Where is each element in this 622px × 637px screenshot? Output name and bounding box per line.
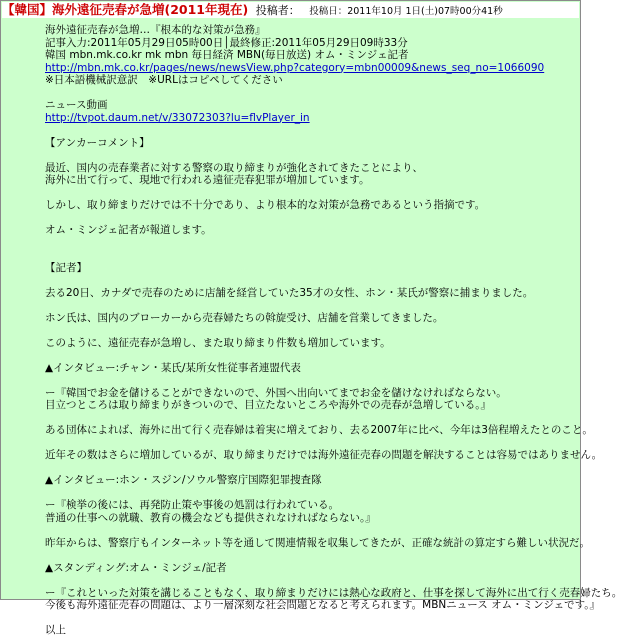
blank-line — [45, 87, 577, 100]
blank-line — [45, 324, 577, 337]
article-text-line: オム・ミンジェ記者が報道します。 — [45, 224, 212, 236]
blank-line — [45, 524, 577, 537]
article-text-line: 海外に出て行って、現地で行われる遠征売春犯罪が増加しています。 — [45, 174, 370, 186]
blank-line — [45, 374, 577, 387]
blank-line — [45, 462, 577, 475]
post-date: 投稿日：2011年10月 1日(土)07時00分41秒 — [309, 6, 503, 17]
article-text-line: 記事入力:2011年05月29日05時00日│最終修正:2011年05月29日09時33分 — [45, 36, 408, 49]
article-text-line: ※日本語機械訳意訳 ※URLはコピペしてください — [45, 74, 283, 86]
article-link-line — [45, 62, 577, 75]
article-text-line: 普通の仕事への就職、教育の機会なども提供されなければならない。』 — [45, 511, 376, 524]
article-text-line: ー『韓国でお金を儲けることができないので、外国へ出向いてまでお金を儲けなければならない。 — [45, 386, 507, 399]
blank-line — [45, 124, 577, 137]
article-body — [45, 24, 622, 637]
blank-line — [45, 549, 577, 562]
article-text-line: ▲インタビュー:チャン・某氏/某所女性従事者連盟代表 — [45, 361, 301, 374]
blank-line — [45, 487, 577, 500]
article-text-line: 以上 — [45, 624, 66, 636]
article-text-line: 韓国 mbn.mk.co.kr mk mbn 毎日経済 MBN(毎日放送) オム・ミンジェ記者 — [45, 49, 409, 61]
article-text-line: ▲スタンディング:オム・ミンジェ/記者 — [45, 561, 227, 574]
article-text-line: ▲インタビュー:ホン・スジン/ソウル警察庁国際犯罪捜査隊 — [45, 474, 322, 486]
article-text-line: ホン氏は、国内のブローカーから売春婦たちの斡旋受け、店舗を営業してきました。 — [45, 311, 444, 324]
article-text-line: しかし、取り締まりだけでは不十分であり、より根本的な対策が急務であるという指摘です。 — [45, 199, 486, 211]
article-text-line: 【記者】 — [45, 261, 87, 274]
article-text-line: ー『これといった対策を講じることもなく、取り締まりだけには熱心な政府と、仕事を探して海外に出て行く売春婦たち。 — [45, 586, 622, 599]
poster-label: 投稿者： — [255, 4, 300, 17]
blank-line — [45, 437, 577, 450]
blank-line — [45, 212, 577, 225]
article-link[interactable]: http://tvpot.daum.net/v/33072303?lu=flvPlayer_in — [45, 111, 310, 124]
blank-line — [45, 412, 577, 425]
blank-line — [45, 187, 577, 200]
post-header — [2, 2, 579, 18]
article-text-line: 海外遠征売春が急増…『根本的な対策が急務』 — [45, 24, 266, 36]
blank-line — [45, 274, 577, 287]
article-text-line: 去る20日、カナダで売春のために店舗を経営していた35才の女性、ホン・某氏が警察に捕まりました。 — [45, 286, 534, 299]
article-text-line: 最近、国内の売春業者に対する警察の取り締まりが強化されてきたことにより、 — [45, 161, 423, 174]
article-text-line: このように、遠征売春が急増し、また取り締まり件数も増加しています。 — [45, 336, 391, 349]
article-text-line: ー『検挙の後には、再発防止策や事後の処罰は行われている。 — [45, 499, 339, 511]
article-text-line: ある団体によれば、海外に出て行く売春婦は着実に増えており、去る2007年に比べ、今年は3倍程増えたとのこと。 — [45, 424, 593, 436]
article-text-line: 昨年からは、警察庁もインターネット等を通して関連情報を収集してきたが、正確な統計の算定すら難しい状況だ。 — [45, 536, 591, 549]
blank-line — [45, 349, 577, 362]
article-text-line: 目立つところは取り締まりがきついので、目立たないところや海外での売春が急増している。』 — [45, 399, 492, 411]
article-text-line: 今後も海外遠征売春の問題は、より一層深刻な社会問題となると考えられます。MBNニュース オム・ミンジェです。』 — [45, 599, 601, 611]
article-text-line: 【アンカーコメント】 — [45, 136, 150, 149]
blank-line — [45, 237, 577, 250]
blank-line — [45, 299, 577, 312]
blank-line — [45, 149, 577, 162]
blank-line — [45, 612, 577, 625]
article-link-line — [45, 112, 577, 125]
blank-line — [45, 574, 577, 587]
article-link[interactable]: http://mbn.mk.co.kr/pages/news/newsView.php?category=mbn00009&news_seq_no=1066090 — [45, 61, 545, 74]
post-title: 【韓国】海外遠征売春が急増(2011年現在) — [2, 2, 249, 17]
article-text-line: ニュース動画 — [45, 99, 108, 111]
blank-line — [45, 249, 577, 262]
article-text-line: 近年その数はさらに増加しているが、取り締まりだけでは海外遠征売春の問題を解決することは容易ではありません。 — [45, 449, 603, 461]
